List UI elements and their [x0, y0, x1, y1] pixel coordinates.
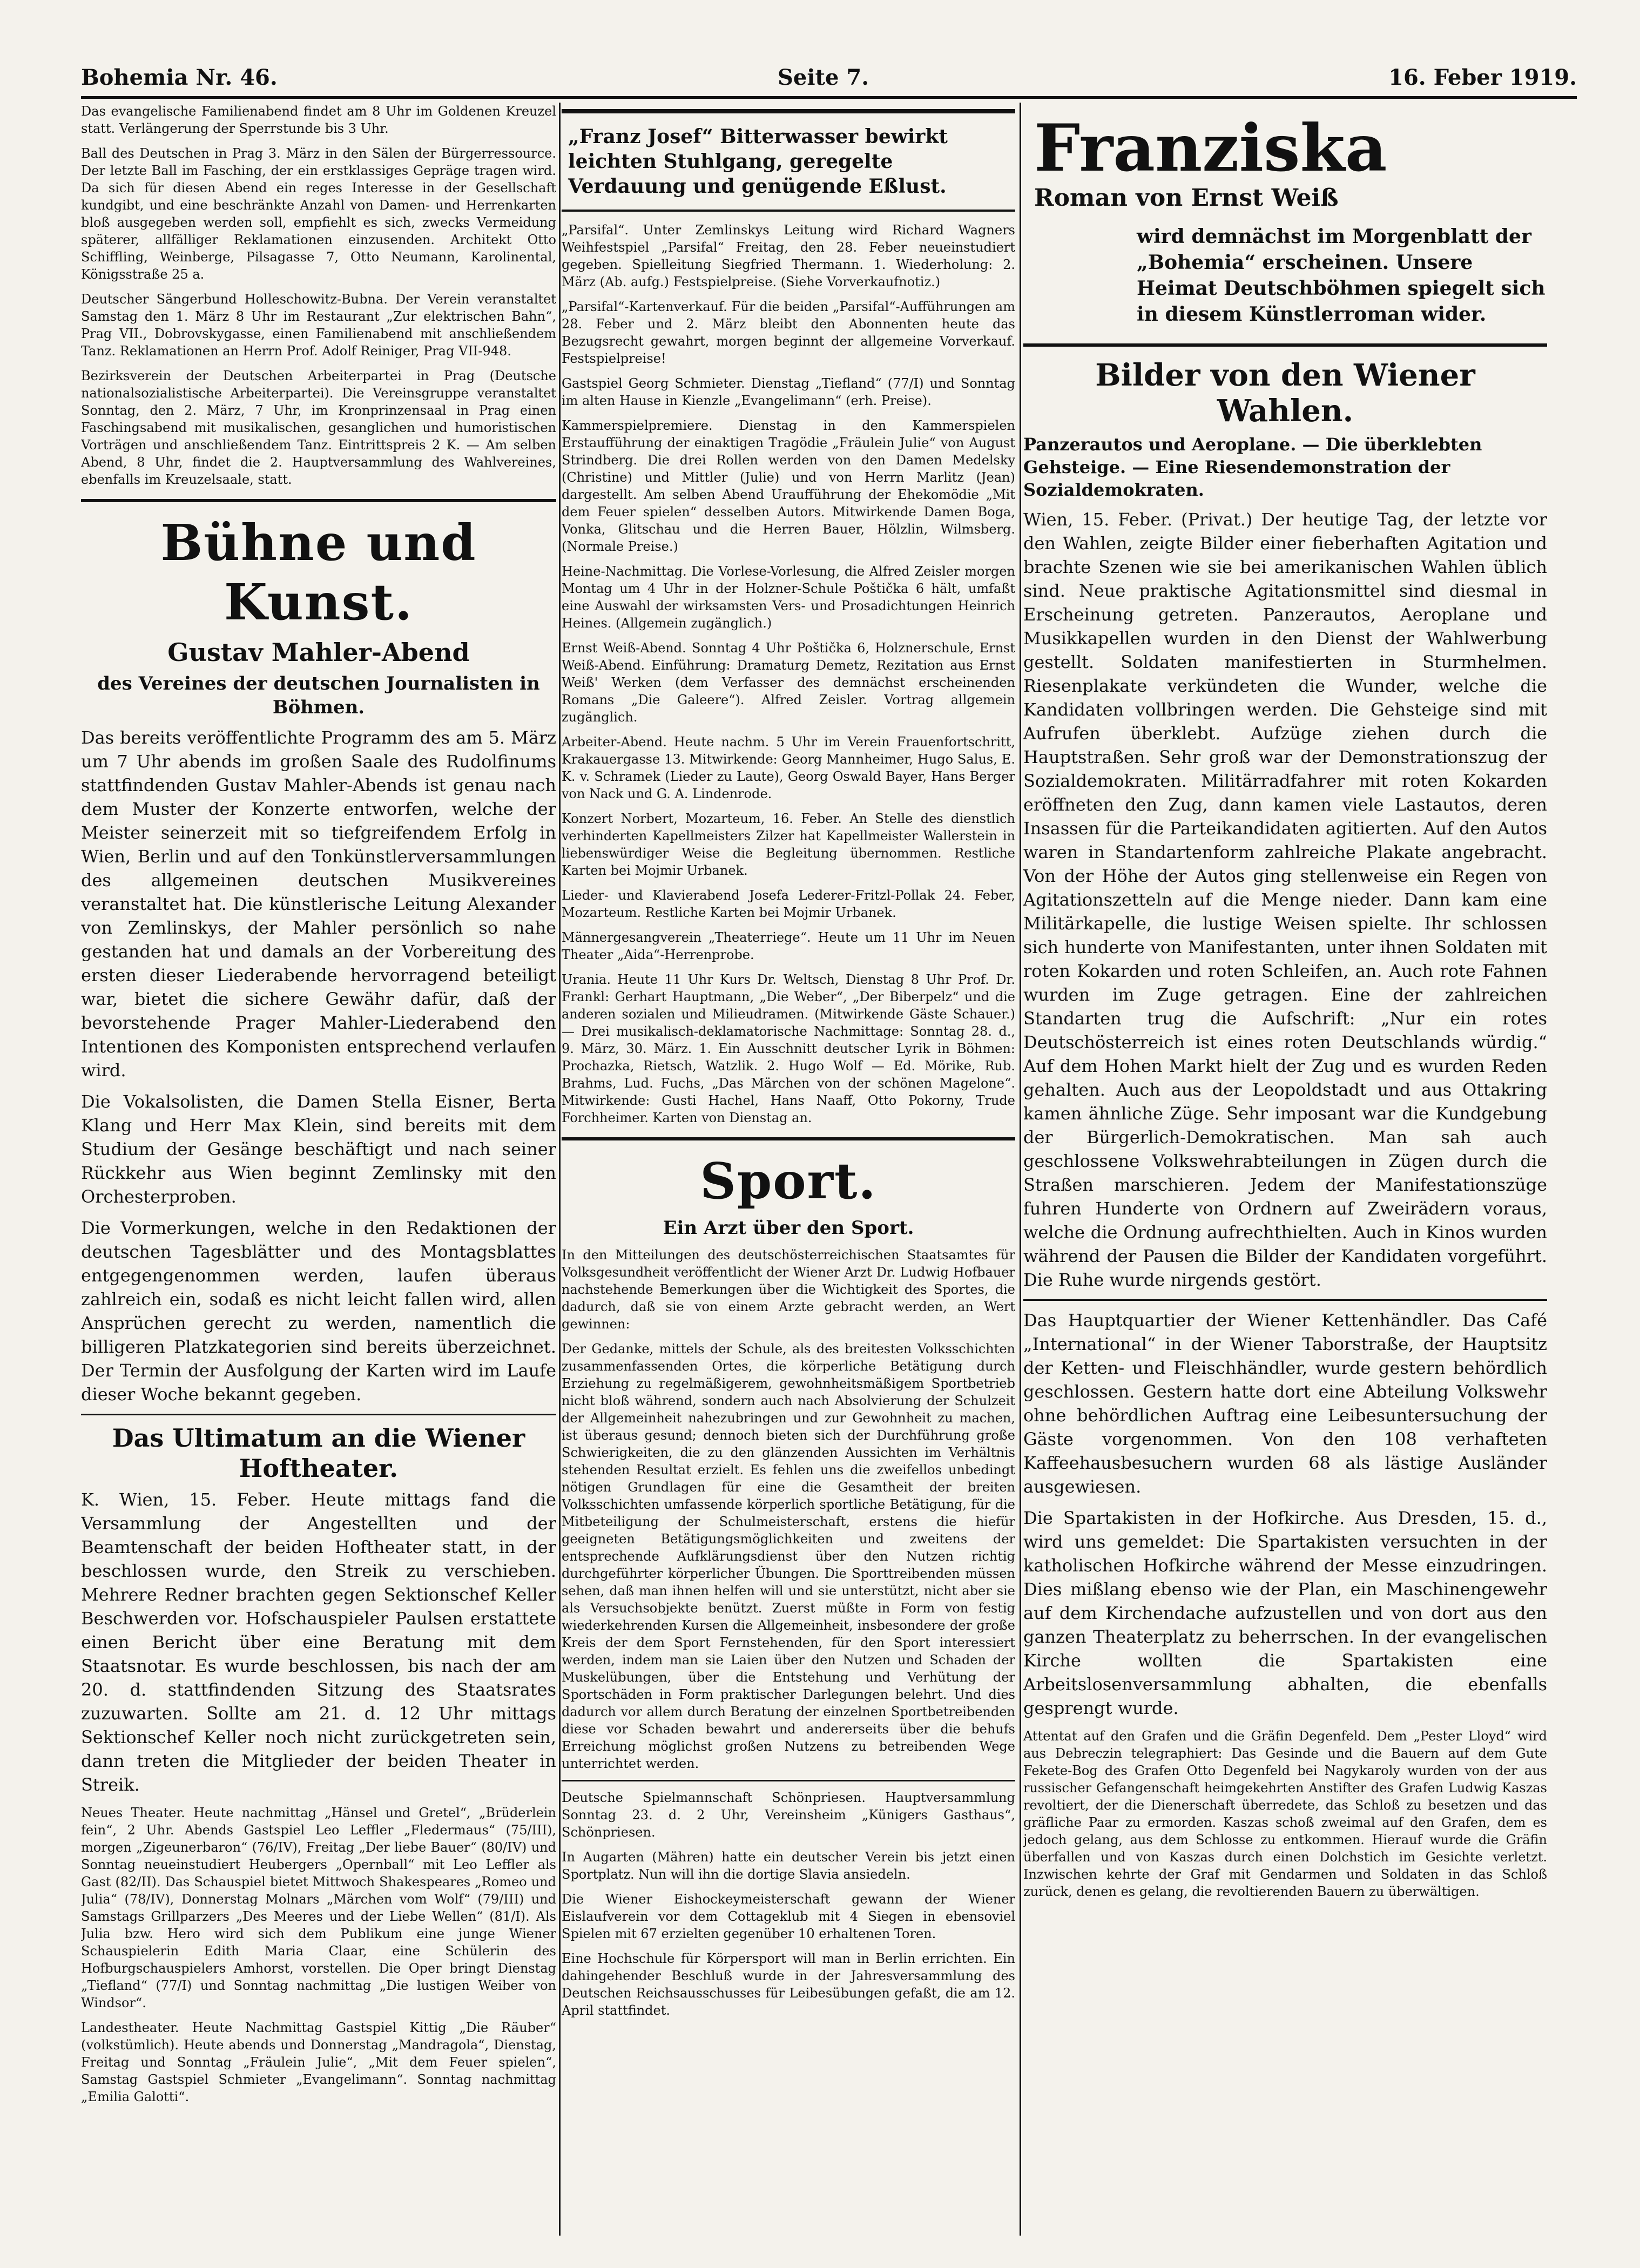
novel-title: Franziska — [1034, 110, 1387, 186]
divider — [1023, 1299, 1547, 1301]
article-paragraph: Die Vokalsolisten, die Damen Stella Eisner, Berta Klang und Herr Max Klein, sind bereits mit dem Studium der Gesänge beschäftigt und nach seiner Rückkehr aus Wien beginnt Zemlinsky mit den Orchesterproben. — [81, 1091, 556, 1207]
divider — [81, 1414, 556, 1415]
column-middle — [562, 103, 1015, 2236]
article-paragraph: Der Gedanke, mittels der Schule, als des breitesten Volksschichten zusammenfassenden Ortes, die körperliche Betätigung durch Erziehung zu regelmäßigerem, gewohnheitsmäßigem Sportbetrieb nicht bloß während, sondern auch nach Absolvierung der Schulzeit der Allgemeinheit nahezubringen und zur Gewohnheit zu machen, ist überaus gesund; dennoch bieten sich der Durchführung große Schwierigkeiten, die zu den glänzenden Aussichten im Verhältnis stehenden Resultat erzielt. Es fehlen uns die zweifellos unbedingt nötigen Grundlagen für eine die Gesamtheit der breiten Volksschichten umfassende körperlich sportliche Betätigung, für die Mitbeteiligung der Schulmeisterschaft, erstens die hiefür geeigneten Betätigungsmöglichkeiten und zweitens der entsprechende Aufklärungsdienst über den Nutzen richtig durchgeführter körperlicher Übungen. Die Sporttreibenden müssen sehen, daß man ihnen helfen will und sie unterstützt, nicht aber sie als Versuchsobjekte benützt. Zuerst müßte in Form von festig wiederkehrenden Kursen die Allgemeinheit, insbesondere der große Kreis der dem Sport Fernstehenden, für den Sport interessiert werden, indem man sie Laien über den Nutzen und Schaden der Muskelübungen, über die Entstehung und Verhütung der Sportschäden in Form praktischer Darlegungen belehrt. Und dies dadurch vor allem durch Beratung der einzelnen Sportbetreibenden diese vor Schaden bewahrt und andererseits über die behufs Erreichung möglichst großen Nutzens zu betreibenden Wege unterrichtet werden. — [562, 1341, 1015, 1771]
article-paragraph-hauptquartier: Das Hauptquartier der Wiener Kettenhändler. Das Café „International“ in der Wiener Taborstraße, der Hauptsitz der Ketten- und Fleischhändler, wurde gestern behördlich geschlossen. Gestern hatte dort eine Abteilung Volkswehr ohne behördlichen Auftrag eine Leibesuntersuchung der Gäste vorgenommen. Von den 108 verhafteten Kaffeehausbesuchern wurden 68 als lästige Ausländer ausgewiesen. — [1023, 1310, 1547, 1497]
notice: Kammerspielpremiere. Dienstag in den Kammerspielen Erstaufführung der einaktigen Tragödie „Fräulein Julie“ von August Strindberg. Die drei Rollen werden von den Damen Medelsky (Christine) und Mittler (Julie) und von Herrn Marlitz (Jean) dargestellt. Am selben Abend Uraufführung der Ehekomödie „Mit dem Feuer spielen“ desselben Autors. Mitwirkende Damen Boga, Vonka, Glitschau und die Herren Bauer, Hölzlin, Wilmsberg. (Normale Preise.) — [562, 418, 1015, 554]
divider — [562, 1780, 1015, 1781]
article-paragraph: Die Vormerkungen, welche in den Redaktionen der deutschen Tagesblätter und des Montagsblattes entgegengenommen werden, laufen überaus zahlreich ein, sodaß es nicht leicht fallen wird, allen Ansprüchen gerecht zu werden, namentlich die billigeren Platzkategorien sind bereits überzeichnet. Der Termin der Ausfolgung der Karten wird im Laufe dieser Woche bekannt gegeben. — [81, 1218, 556, 1405]
article-title-ultimatum: Das Ultimatum an die Wiener Hoftheater. — [112, 1423, 525, 1483]
notice: Ball des Deutschen in Prag 3. März in den Sälen der Bürgerressource. Der letzte Ball im Fasching, der ein erstklassiges Gepräge tragen wird. Da sich für diesen Abend ein reges Interesse in der Gesellschaft kundgibt, und eine beschränkte Anzahl von Damen- und Herrenkarten bloß ausgegeben werden soll, empfiehlt es sich, zwecks Vermeidung späterer, allfälliger Reklamationen einzusenden. Architekt Otto Schiffling, Weinberge, Pilsagasse 7, Otto Neumann, Karolinental, Königsstraße 25 a. — [81, 146, 556, 282]
novel-announcement: wird demnächst im Morgenblatt der „Bohemia“ erscheinen. Unsere Heimat Deutschböhmen spiegelt sich in diesem Künstlerroman wider. — [1137, 225, 1545, 326]
column-divider-2 — [1020, 103, 1021, 2236]
article-paragraph-attentat: Attentat auf den Grafen und die Gräfin Degenfeld. Dem „Pester Lloyd“ wird aus Debreczin telegraphiert: Das Gesinde und die Bauern auf dem Gute Fekete-Bog des Grafen Otto Degenfeld bei Nagykaroly wurden von der aus russischer Gefangenschaft heimgekehrten Anstifter des Grafen Ludwig Kaszas revoltiert, der die Dienerschaft überredete, das Schloß zu besetzen und das gräfliche Paar zu ermorden. Kaszas schoß zweimal auf den Grafen, dem es jedoch gelang, aus dem Schlosse zu entkommen. Hierauf wurde die Gräfin überfallen und von Kaszas durch einen Dolchstich im Gesichte verletzt. Inzwischen kehrte der Graf mit Gendarmen und Soldaten in das Schloß zurück, denen es gelang, die revoltierenden Bauern zu überwältigen. — [1023, 1729, 1547, 1899]
notice: „Parsifal“-Kartenverkauf. Für die beiden „Parsifal“-Aufführungen am 28. Feber und 2. März bleibt den Abonnenten heute das Bezugsrecht gewahrt, morgen beginnt der allgemeine Vorverkauf. Festspielpreise! — [562, 299, 1015, 366]
notice: Gastspiel Georg Schmieter. Dienstag „Tiefland“ (77/I) und Sonntag im alten Hause in Kienzle „Evangelimann“ (erh. Preise). — [562, 376, 1015, 408]
divider — [81, 499, 556, 502]
article-paragraph: Wien, 15. Feber. (Privat.) Der heutige Tag, der letzte vor den Wahlen, zeigte Bilder einer fieberhaften Agitation und brachte Szenen wie sie bei amerikanischen Wahlen üblich sind. Neue praktische Agitationsmittel sind diesmal in Erscheinung getreten. Panzerautos, Aeroplane und Musikkapellen wurden in den Dienst der Wahlwerbung gestellt. Soldaten manifestierten in Sturmhelmen. Riesenplakate verkündeten die Wunder, welche die Kandidaten vollbringen werden. Die Gehsteige sind mit Aufrufen überklebt. Aufzüge ziehen durch die Hauptstraßen. Sehr groß war der Demonstrationszug der Sozialdemokraten. Militärradfahrer mit roten Kokarden eröffneten den Zug, dann kamen viele Lastautos, deren Insassen für die Parteikandidaten agitierten. Auf den Autos waren in Standartenform zahlreiche Plakate angebracht. Von der Höhe der Autos ging stellenweise ein Regen von Agitationszetteln auf die Menge nieder. Dann kam eine Militärkapelle, die lustige Weisen spielte. Ihr schlossen sich hunderte von Manifestanten, unter ihnen Soldaten mit roten Kokarden und roten Schleifen, an. Auch rote Fahnen wurden im Zuge getragen. Eine der zahlreichen Standarten trug die Aufschrift: „Nur ein rotes Deutschösterreich ist eines roten Deutschlands würdig.“ Auf dem Hohen Markt hielt der Zug und es wurden Reden gehalten. Auch aus der Leopoldstadt und aus Ottakring kamen ähnliche Züge. Sehr imposant war die Kundgebung der Bürgerlich-Demokratischen. Man sah auch geschlossene Volkswehrabteilungen in Zügen durch die Straßen marschieren. Jedem der Manifestationszüge fuhren Hunderte von Ordnern auf Zweirädern voraus, welche die Ordnung aufrechthielten. Auch in Kinos wurden während der Pausen die Bilder der Kandidaten vorgeführt. Die Ruhe wurde nirgends gestört. — [1023, 509, 1547, 1290]
article-paragraph: In den Mitteilungen des deutschösterreichischen Staatsamtes für Volksgesundheit veröffentlicht der Wiener Arzt Dr. Ludwig Hofbauer nachstehende Bemerkungen über die Wichtigkeit des Sportes, die dadurch, daß sie von einem Arzte gebracht werden, an Wert gewinnen: — [562, 1247, 1015, 1332]
page-header — [81, 59, 1577, 97]
sport-notice: Eine Hochschule für Körpersport will man in Berlin errichten. Ein dahingehender Beschluß wurde in der Jahresversammlung des Deutschen Reichsausschusses für Leibesübungen gefaßt, die am 12. April stattfindet. — [562, 1951, 1015, 2018]
notice: Heine-Nachmittag. Die Vorlese-Vorlesung, die Alfred Zeisler morgen Montag um 4 Uhr in der Holzner-Schule Poštička 6 hält, umfaßt eine Auswahl der wirksamsten Vers- und Prosadichtungen Heinrich Heines. (Allgemein zugänglich.) — [562, 564, 1015, 631]
notice: Ernst Weiß-Abend. Sonntag 4 Uhr Poštička 6, Holznerschule, Ernst Weiß-Abend. Einführung: Dramaturg Demetz, Rezitation aus Ernst Weiß' Werken (dem Verfasser des demnächst erscheinenden Romans „Die Galeere“). Alfred Zeisler. Vortrag allgemein zugänglich. — [562, 640, 1015, 725]
divider — [562, 1137, 1015, 1140]
notice: Bezirksverein der Deutschen Arbeiterpartei in Prag (Deutsche nationalsozialistische Arbeiterpartei). Die Vereinsgruppe veranstaltet Sonntag, den 2. März, 7 Uhr, im Kronprinzensaal in Prag einen Faschingsabend mit musikalischen, gesanglichen und humoristischen Vorträgen und anschließendem Tanz. Eintrittspreis 2 K. — Am selben Abend, 8 Uhr, findet die 2. Hauptversammlung des Wahlvereines, ebenfalls im Kreuzelsaale, statt. — [81, 368, 556, 487]
issue-date: 16. Feber 1919. — [1388, 65, 1577, 90]
article-title-mahler: Gustav Mahler-Abend — [167, 638, 470, 667]
notice: Männergesangverein „Theaterriege“. Heute um 11 Uhr im Neuen Theater „Aida“-Herrenprobe. — [562, 930, 1015, 962]
article-subtitle-wahlen: Panzerautos und Aeroplane. — Die überklebten Gehsteige. — Eine Riesendemonstration der Sozialdemokraten. — [1023, 434, 1482, 500]
sport-notice: Die Wiener Eishockeymeisterschaft gewann der Wiener Eislaufverein vor dem Cottageklub mit 4 Siegen in ebensoviel Spielen mit 67 erzielten gegenüber 10 erhaltenen Toren. — [562, 1892, 1015, 1941]
novel-author: Roman von Ernst Weiß — [1034, 184, 1339, 212]
notice: Deutscher Sängerbund Holleschowitz-Bubna. Der Verein veranstaltet Samstag den 1. März 8 Uhr im Restaurant „Zur elektrischen Bahn“, Prag VII., Dobrovskygasse, einen Familienabend mit anschließendem Tanz. Reklamationen an Herrn Prof. Adolf Reiniger, Prag VII-948. — [81, 292, 556, 359]
sport-notice: In Augarten (Mähren) hatte ein deutscher Verein bis jetzt einen Sportplatz. Nun will ihn die dortige Slavia ansiedeln. — [562, 1850, 1015, 1882]
article-subtitle-sport: Ein Arzt über den Sport. — [663, 1217, 914, 1239]
sport-notice: Deutsche Spielmannschaft Schönpriesen. Hauptversammlung Sonntag 23. d. 2 Uhr, Vereinsheim „Künigers Gasthaus“, Schönpriesen. — [562, 1790, 1015, 1840]
section-title-buehne: Bühne und Kunst. — [160, 514, 477, 631]
column-right — [1023, 103, 1547, 2236]
page-number: Seite 7. — [778, 65, 869, 90]
notice: Das evangelische Familienabend findet am 8 Uhr im Goldenen Kreuzel statt. Verlängerung der Sperrstunde bis 3 Uhr. — [81, 104, 556, 136]
article-paragraph: Das bereits veröffentlichte Programm des am 5. März um 7 Uhr abends im großen Saale des Rudolfinums stattfindenden Gustav Mahler-Abends ist genau nach dem Muster der Konzerte entworfen, welche der Meister seinerzeit mit so tiefgreifendem Erfolg in Wien, Berlin und auf den Tonkünstlerversammlungen des allgemeinen deutschen Musikvereines veranstaltet hat. Die künstlerische Leitung Alexander von Zemlinskys, der Mahler persönlich so nahe gestanden hat und damals an der Vorbereitung des ersten dieser Liederabende hervorragend beteiligt war, bietet die sichere Gewähr dafür, daß der bevorstehende Prager Mahler-Liederabend den Intentionen des Komponisten entsprechend verlaufen wird. — [81, 727, 556, 1081]
advertisement-franz-josef: „Franz Josef“ Bitterwasser bewirkt leichten Stuhlgang, geregelte Verdauung und genügende Eßlust. — [562, 109, 1015, 212]
notice: „Parsifal“. Unter Zemlinskys Leitung wird Richard Wagners Weihfestspiel „Parsifal“ Freitag, den 28. Feber neueinstudiert gegeben. Spielleitung Siegfried Thermann. 1. Wiederholung: 2. März (Ab. aufg.) Festspielpreise. (Siehe Vorverkaufnotiz.) — [562, 222, 1015, 289]
article-paragraph: K. Wien, 15. Feber. Heute mittags fand die Versammlung der Angestellten und der Beamtenschaft der beiden Hoftheater statt, in der beschlossen wurde, den Streik zu verschieben. Mehrere Redner brachten gegen Sektionschef Keller Beschwerden vor. Hofschauspieler Paulsen erstattete einen Bericht über eine Beratung mit dem Staatsnotar. Es wurde beschlossen, bis nach der am 20. d. stattfindenden Sitzung des Staatsrates zuzuwarten. Sollte am 21. d. 12 Uhr mittags Sektionschef Keller noch nicht zurückgetreten sein, dann treten die Mitglieder der beiden Theater in Streik. — [81, 1489, 556, 1795]
notice: Lieder- und Klavierabend Josefa Lederer-Fritzl-Pollak 24. Feber, Mozarteum. Restliche Karten bei Mojmir Urbanek. — [562, 888, 1015, 920]
theater-notice: Neues Theater. Heute nachmittag „Hänsel und Gretel“, „Brüderlein fein“, 2 Uhr. Abends Gastspiel Leo Leffler „Fledermaus“ (75/III), morgen „Zigeunerbaron“ (76/IV), Freitag „Der liebe Bauer“ (80/IV) und Sonntag neueinstudiert Heubergers „Opernball“ mit Leo Leffler als Gast (82/II). Das Schauspiel bietet Mittwoch Shakespeares „Romeo und Julia“ (78/IV), Donnerstag Molnars „Märchen vom Wolf“ (79/III) und Samstags Grillparzers „Des Meeres und der Liebe Wellen“ (81/I). Als Julia bzw. Hero wird sich dem Publikum eine junge Wiener Schauspielerin Edith Maria Claar, eine Schülerin des Hofburgschauspielers Amhorst, vorstellen. Die Oper bringt Dienstag „Tiefland“ (77/I) und Sonntag nachmittag „Die lustigen Weiber von Windsor“. — [81, 1805, 556, 2010]
article-subtitle-mahler: des Vereines der deutschen Journalisten in Böhmen. — [97, 673, 540, 718]
notice: Arbeiter-Abend. Heute nachm. 5 Uhr im Verein Frauenfortschritt, Krakauergasse 13. Mitwirkende: Georg Mannheimer, Hugo Salus, E. K. v. Schramek (Lieder zu Laute), Georg Oswald Bayer, Hans Berger von Nack und G. A. Lindenrode. — [562, 734, 1015, 801]
theater-notice: Landestheater. Heute Nachmittag Gastspiel Kittig „Die Räuber“ (volkstümlich). Heute abends und Donnerstag „Mandragola“, Dienstag, Freitag und Sonntag „Fräulein Julie“, „Mit dem Feuer spielen“, Samstag Gastspiel Schmieter „Evangelimann“. Sonntag nachmittag „Emilia Galotti“. — [81, 2020, 556, 2104]
section-title-sport: Sport. — [700, 1152, 877, 1210]
notice: Urania. Heute 11 Uhr Kurs Dr. Weltsch, Dienstag 8 Uhr Prof. Dr. Frankl: Gerhart Hauptmann, „Die Weber“, „Der Biberpelz“ und die anderen sozialen und Milieudramen. (Mitwirkende Gäste Schauer.) — Drei musikalisch-deklamatorische Nachmittage: Sonntag 28. d., 9. März, 30. März. 1. Ein Ausschnitt deutscher Lyrik in Böhmen: Prochazka, Rietsch, Watzlik. 2. Hugo Wolf — Ed. Mörike, Rub. Brahms, Lud. Fuchs, „Das Märchen von der schönen Magelone“. Mitwirkende: Gusti Hachel, Hans Naaff, Otto Pokorny, Trude Forchheimer. Karten von Dienstag an. — [562, 972, 1015, 1125]
article-paragraph-spartakisten: Die Spartakisten in der Hofkirche. Aus Dresden, 15. d., wird uns gemeldet: Die Spartakisten versuchten in der katholischen Hofkirche während der Messe einzudringen. Dies mißlang ebenso wie der Plan, ein Maschinengewehr auf dem Kirchendache aufzustellen und von dort aus den ganzen Theaterplatz zu beherrschen. In der evangelischen Kirche wollten die Spartakisten eine Arbeitslosenversammlung abhalten, die ebenfalls gesprengt wurde. — [1023, 1508, 1547, 1718]
issue-number: Bohemia Nr. 46. — [81, 65, 278, 90]
column-left — [81, 103, 556, 2236]
notice: Konzert Norbert, Mozarteum, 16. Feber. An Stelle des dienstlich verhinderten Kapellmeisters Zilzer hat Kapellmeister Wallerstein in liebenswürdiger Weise die Begleitung übernommen. Restliche Karten bei Mojmir Urbanek. — [562, 811, 1015, 878]
article-title-wahlen: Bilder von den Wiener Wahlen. — [1095, 357, 1475, 429]
divider — [1023, 343, 1547, 347]
header-rule — [81, 96, 1577, 99]
column-divider-1 — [559, 103, 561, 2236]
